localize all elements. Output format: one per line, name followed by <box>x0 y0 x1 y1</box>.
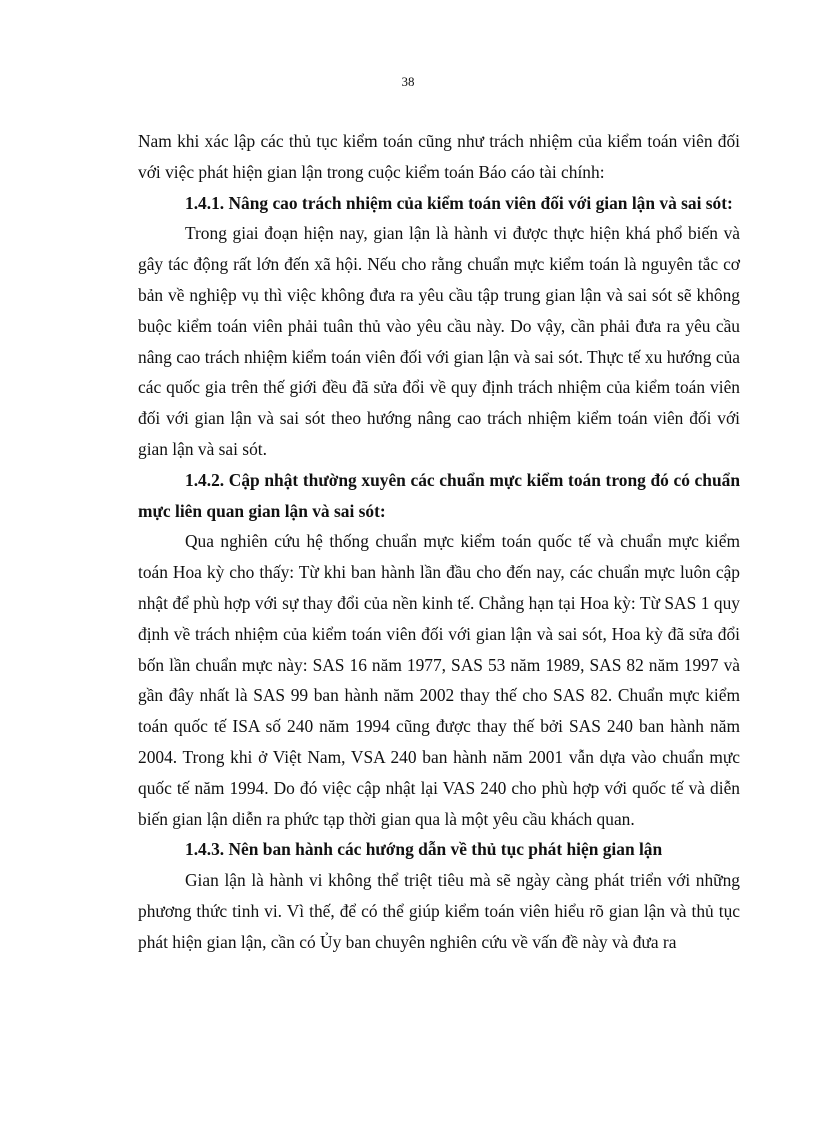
paragraph-1-4-3: Gian lận là hành vi không thể triệt tiêu mà sẽ ngày càng phát triển với những phương thức tinh vi. Vì thế, để có thể giúp kiểm toán viên hiểu rõ gian lận và thủ tục phát hiện gian lận, cần có Ủy ban chuyên nghiên cứu về vấn đề này và đưa ra <box>138 870 740 952</box>
paragraph-continuation: Nam khi xác lập các thủ tục kiểm toán cũng như trách nhiệm của kiểm toán viên đối với việc phát hiện gian lận trong cuộc kiểm toán Báo cáo tài chính: <box>138 131 740 182</box>
page-number: 38 <box>401 74 415 89</box>
section-heading-1-4-2: 1.4.2. Cập nhật thường xuyên các chuẩn mực kiểm toán trong đó có chuẩn mực liên quan gian lận và sai sót: <box>138 469 740 521</box>
paragraph-1-4-2: Qua nghiên cứu hệ thống chuẩn mực kiểm toán quốc tế và chuẩn mực kiểm toán Hoa kỳ cho thấy: Từ khi ban hành lần đầu cho đến nay, các chuẩn mực luôn cập nhật để phù hợp với sự thay đổi của nền kinh tế. Chẳng hạn tại Hoa kỳ: Từ SAS 1 quy định về trách nhiệm của kiểm toán viên đối với gian lận và sai sót, Hoa kỳ đã sửa đổi bốn lần chuẩn mực này: SAS 16 năm 1977, SAS 53 năm 1989, SAS 82 năm 1997 và gần đây nhất là SAS 99 ban hành năm 2002 thay thế cho SAS 82. Chuẩn mực kiểm toán quốc tế ISA số 240 năm 1994 cũng được thay thế bởi SAS 240 ban hành năm 2004. Trong khi ở Việt Nam, VSA 240 ban hành năm 2001 vẫn dựa vào chuẩn mực quốc tế năm 1994. Do đó việc cập nhật lại VAS 240 cho phù hợp với quốc tế và diễn biến gian lận diễn ra phức tạp thời gian qua là một yêu cầu khách quan. <box>138 531 740 829</box>
paragraph-1-4-1: Trong giai đoạn hiện nay, gian lận là hành vi được thực hiện khá phổ biến và gây tác động rất lớn đến xã hội. Nếu cho rằng chuẩn mực kiểm toán là nguyên tắc cơ bản về nghiệp vụ thì việc không đưa ra yêu cầu tập trung gian lận và sai sót sẽ không buộc kiểm toán viên phải tuân thủ vào yêu cầu này. Do vậy, cần phải đưa ra yêu cầu nâng cao trách nhiệm kiểm toán viên đối với gian lận và sai sót. Thực tế xu hướng của các quốc gia trên thế giới đều đã sửa đổi về quy định trách nhiệm của kiểm toán viên đối với gian lận và sai sót theo hướng nâng cao trách nhiệm kiểm toán viên đối với gian lận và sai sót. <box>138 223 740 459</box>
section-heading-1-4-3: 1.4.3. Nên ban hành các hướng dẫn về thủ tục phát hiện gian lận <box>185 839 663 860</box>
section-heading-1-4-1: 1.4.1. Nâng cao trách nhiệm của kiểm toán viên đối với gian lận và sai sót: <box>185 192 733 213</box>
page-body <box>138 126 740 958</box>
